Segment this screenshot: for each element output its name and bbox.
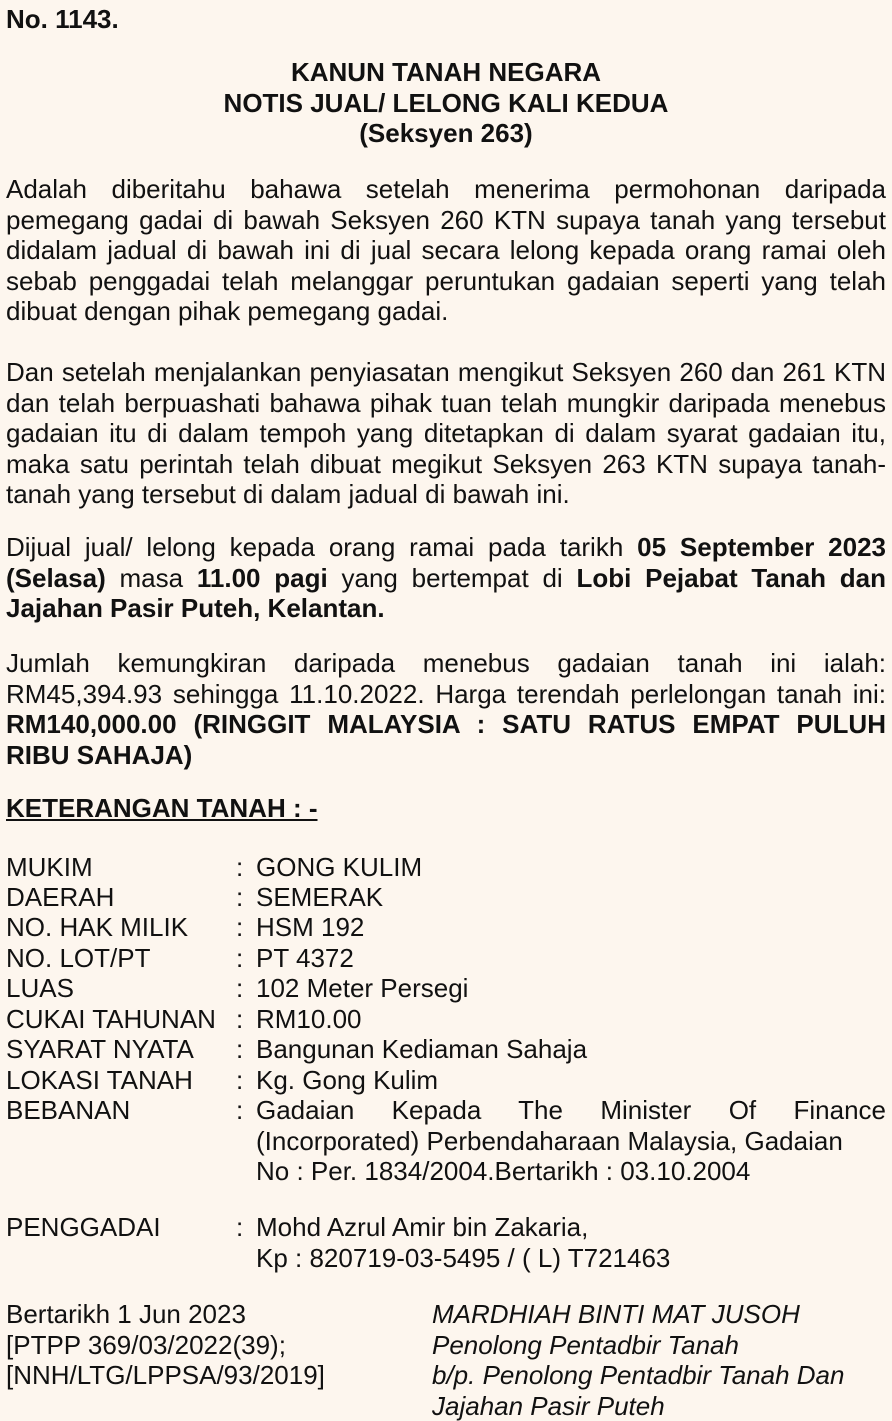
detail-colon: : xyxy=(236,912,244,942)
penggadai-label: PENGGADAI xyxy=(6,1212,161,1242)
detail-value: RM10.00 xyxy=(256,1004,362,1034)
footer-reference xyxy=(6,1299,325,1391)
detail-label: LOKASI TANAH xyxy=(6,1065,193,1095)
reserve-price: RM140,000.00 (RINGGIT MALAYSIA : SATU RATUS EMPAT PULUH RIBU SAHAJA) xyxy=(6,709,886,770)
bebanan-line: No : Per. 1834/2004.Bertarikh : 03.10.2004 xyxy=(256,1156,751,1186)
footer-ref-ptpp: [PTPP 369/03/2022(39); xyxy=(6,1329,286,1360)
footer-signatory xyxy=(432,1299,844,1421)
auction-date: 05 September 2023 (Selasa) xyxy=(6,532,886,593)
auction-time: 11.00 pagi xyxy=(196,562,328,593)
detail-colon: : xyxy=(236,852,244,882)
detail-row xyxy=(6,1034,886,1065)
auction-text-2: masa xyxy=(105,562,197,593)
detail-row xyxy=(6,1065,886,1096)
reserve-text: Jumlah kemungkiran daripada menebus gadaian tanah ini ialah: RM45,394.93 sehingga 11.10.2022. Harga terendah perlelongan tanah ini: xyxy=(6,648,886,709)
detail-label: CUKAI TAHUNAN xyxy=(6,1004,216,1034)
title-notice: NOTIS JUAL/ LELONG KALI KEDUA xyxy=(223,87,669,118)
title-act: KANUN TANAH NEGARA xyxy=(290,57,602,87)
detail-value: 102 Meter Persegi xyxy=(256,973,469,1003)
detail-value: GONG KULIM xyxy=(256,852,423,882)
bebanan-label: BEBANAN xyxy=(6,1095,131,1125)
penggadai-value xyxy=(256,1212,886,1273)
auction-text-1: Dijual jual/ lelong kepada orang ramai pada tarikh xyxy=(6,532,638,562)
detail-colon: : xyxy=(236,882,244,912)
footer-ref-nnh: [NNH/LTG/LPPSA/93/2019] xyxy=(6,1360,325,1390)
detail-row xyxy=(6,912,886,943)
paragraph-auction-date xyxy=(6,532,886,624)
bebanan-line: (Incorporated) Perbendaharaan Malaysia, Gadaian xyxy=(256,1125,843,1156)
auction-venue: Lobi Pejabat Tanah dan Jajahan Pasir Puteh, Kelantan. xyxy=(6,562,887,623)
paragraph-reserve-price xyxy=(6,648,886,770)
signatory-district: Jajahan Pasir Puteh xyxy=(432,1390,665,1421)
detail-value: PT 4372 xyxy=(256,943,354,973)
detail-colon: : xyxy=(236,1065,244,1095)
detail-row xyxy=(6,973,886,1004)
auction-text-3: yang bertempat di xyxy=(327,562,577,593)
signatory-office: b/p. Penolong Pentadbir Tanah Dan xyxy=(432,1360,845,1390)
detail-row xyxy=(6,1004,886,1035)
detail-colon: : xyxy=(236,943,244,973)
notice-titles xyxy=(0,57,892,149)
paragraph-intro: Adalah diberitahu bahawa setelah menerima permohonan daripada pemegang gadai di bawah Seksyen 260 KTN supaya tanah yang tersebut didalam jadual di bawah ini di jual secara lelong kepada orang ramai oleh sebab penggadai telah melanggar peruntukan gadaian seperti yang telah dibuat dengan pihak pemegang gadai. xyxy=(6,174,886,326)
detail-row xyxy=(6,943,886,974)
detail-colon: : xyxy=(236,1034,244,1064)
detail-value: SEMERAK xyxy=(256,882,384,912)
penggadai-line: Kp : 820719-03-5495 / ( L) T721463 xyxy=(256,1242,671,1273)
detail-label: SYARAT NYATA xyxy=(6,1034,194,1064)
detail-value: HSM 192 xyxy=(256,912,365,942)
detail-row xyxy=(6,852,886,883)
detail-value: Kg. Gong Kulim xyxy=(256,1065,439,1095)
bebanan-value xyxy=(256,1095,886,1187)
footer-date: Bertarikh 1 Jun 2023 xyxy=(6,1299,246,1329)
detail-label: LUAS xyxy=(6,973,74,1003)
detail-label: DAERAH xyxy=(6,882,115,912)
detail-colon: : xyxy=(236,1004,244,1034)
detail-value: Bangunan Kediaman Sahaja xyxy=(256,1034,588,1064)
signatory-title: Penolong Pentadbir Tanah xyxy=(432,1329,739,1360)
paragraph-investigation: Dan setelah menjalankan penyiasatan mengikut Seksyen 260 dan 261 KTN dan telah berpuashati bahawa pihak tuan telah mungkir daripada menebus gadaian itu di dalam tempoh yang ditetapkan di dalam syarat gadaian itu, maka satu perintah telah dibuat megikut Seksyen 263 KTN supaya tanah-tanah yang tersebut di dalam jadual di bawah ini. xyxy=(6,357,886,509)
section-heading: KETERANGAN TANAH : - xyxy=(6,793,318,823)
detail-label: MUKIM xyxy=(6,852,93,882)
detail-row xyxy=(6,882,886,913)
detail-label: NO. HAK MILIK xyxy=(6,912,189,942)
penggadai-colon: : xyxy=(236,1212,244,1242)
detail-label: NO. LOT/PT xyxy=(6,943,151,973)
bebanan-colon: : xyxy=(236,1095,244,1125)
title-section: (Seksyen 263) xyxy=(359,118,533,148)
penggadai-line: Mohd Azrul Amir bin Zakaria, xyxy=(256,1212,589,1242)
bebanan-line: Gadaian Kepada The Minister Of Finance xyxy=(256,1095,886,1125)
detail-colon: : xyxy=(236,973,244,1003)
notice-number: No. 1143. xyxy=(6,4,119,34)
signatory-name: MARDHIAH BINTI MAT JUSOH xyxy=(432,1299,800,1329)
